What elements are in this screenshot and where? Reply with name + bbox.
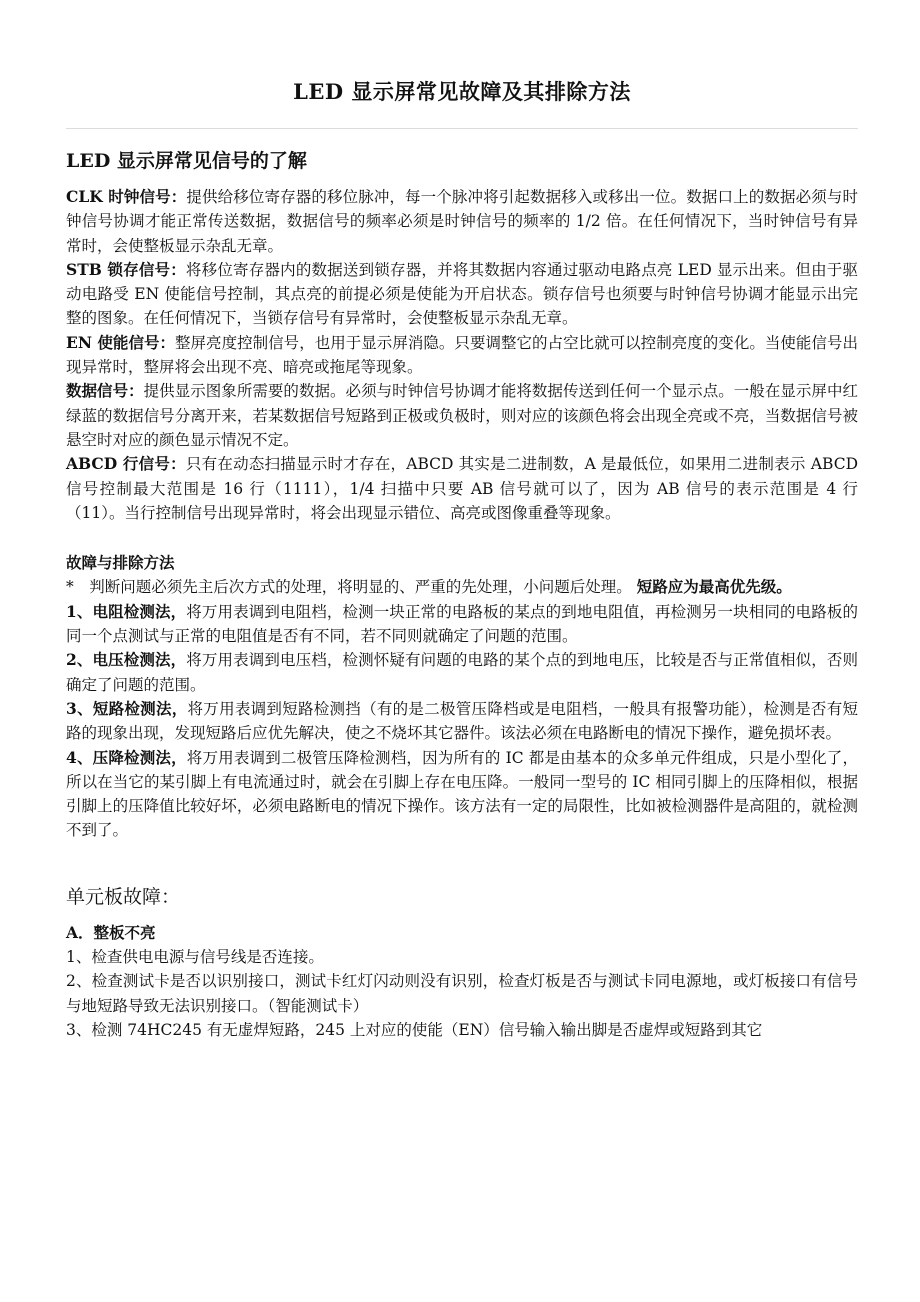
method-paragraph-voltage-drop — [66, 746, 858, 843]
signal-text: 整屏亮度控制信号，也用于显示屏消隐。只要调整它的占空比就可以控制亮度的变化。当使能信号出现异常时，整屏将会出现不亮、暗亮或拖尾等现象。 — [66, 333, 858, 377]
method-text: 将万用表调到电压档，检测怀疑有问题的电路的某个点的到地电压，比较是否与正常值相似，否则确定了问题的范围。 — [66, 651, 858, 694]
document-page — [66, 0, 858, 1042]
signal-paragraph-clk — [66, 185, 858, 258]
section-heading-unit-board: 单元板故障： — [66, 885, 181, 908]
fault-subheading-board-dark: A．整板不亮 — [66, 922, 156, 942]
signal-paragraph-data — [66, 379, 858, 452]
priority-note-emphasis: 短路应为最高优先级。 — [636, 577, 792, 597]
method-term: 1、电阻检测法， — [66, 601, 187, 621]
signal-text: 只有在动态扫描显示时才存在，ABCD 其实是二进制数，A 是最低位，如果用二进制表示 ABCD 信号控制最大范围是 16 行（1111），1/4 扫描中只要 AB 信号就可以了，因为 AB 信号的表示范围是 4 行（11）。当行控制信号出现异常时，将会出现显示错位、高亮或图像重叠等现象。 — [66, 455, 858, 522]
method-paragraph-voltage — [66, 648, 858, 697]
priority-note-text: * 判断问题必须先主后次方式的处理，将明显的、严重的先处理，小问题后处理。 — [66, 578, 632, 597]
method-term: 4、压降检测法， — [66, 747, 187, 767]
signal-text: 提供显示图象所需要的数据。必须与时钟信号协调才能将数据传送到任何一个显示点。一般在显示屏中红绿蓝的数据信号分离开来，若某数据信号短路到正极或负极时，则对应的该颜色将会出现全亮或不亮，当数据信号被悬空时对应的颜色显示情况不定。 — [66, 382, 858, 449]
signal-term: CLK 时钟信号： — [66, 187, 187, 206]
method-paragraph-resistance — [66, 600, 858, 649]
method-text: 将万用表调到电阻档，检测一块正常的电路板的某点的到地电阻值，再检测另一块相同的电路板的同一个点测试与正常的电阻值是否有不同，若不同则就确定了问题的范围。 — [66, 602, 858, 646]
title-divider — [66, 128, 858, 129]
signal-term: EN 使能信号： — [66, 332, 176, 352]
method-text: 将万用表调到短路检测挡（有的是二极管压降档或是电阻档，一般具有报警功能），检测是否有短路的现象出现，发现短路后应优先解决，使之不烧坏其它器件。该法必须在电路断电的情况下操作，避免损坏表。 — [66, 699, 858, 743]
signal-text: 将移位寄存器内的数据送到锁存器，并将其数据内容通过驱动电路点亮 LED 显示出来。但由于驱动电路受 EN 使能信号控制，其点亮的前提必须是使能为开启状态。锁存信号也须要与时钟信号协调才能显示出完整的图象。在任何情况下，当锁存信号有异常时，会使整板显示杂乱无章。 — [66, 260, 858, 328]
signal-paragraph-abcd — [66, 452, 858, 525]
signal-paragraph-en — [66, 331, 858, 380]
signal-paragraph-stb — [66, 258, 858, 331]
method-term: 3、短路检测法， — [66, 698, 188, 718]
check-step: 2、检查测试卡是否以识别接口，测试卡红灯闪动则没有识别，检查灯板是否与测试卡同电源地，或灯板接口有信号与地短路导致无法识别接口。（智能测试卡） — [66, 972, 858, 1015]
check-step: 1、检查供电电源与信号线是否连接。 — [66, 948, 324, 967]
method-term: 2、电压检测法， — [66, 650, 187, 670]
section-heading-troubleshooting: 故障与排除方法 — [66, 553, 175, 573]
method-text: 将万用表调到二极管压降检测档，因为所有的 IC 都是由基本的众多单元件组成，只是小型化了，所以在当它的某引脚上有电流通过时，就会在引脚上存在电压降。一般同一型号的 IC 相同引脚上的压降相似，根据引脚上的压降值比较好坏，必须电路断电的情况下操作。该方法有一定的局限性，比如被检测器件是高阻的，就检测不到了。 — [66, 748, 858, 840]
signal-term: ABCD 行信号： — [66, 454, 186, 474]
section-heading-signals: LED 显示屏常见信号的了解 — [66, 150, 307, 172]
signal-term: STB 锁存信号： — [66, 259, 186, 279]
signal-term: 数据信号： — [66, 381, 144, 401]
signal-text: 提供给移位寄存器的移位脉冲，每一个脉冲将引起数据移入或移出一位。数据口上的数据必须与时钟信号协调才能正常传送数据，数据信号的频率必须是时钟信号的频率的 1/2 倍。在任何情况下，当时钟信号有异常时，会使整板显示杂乱无章。 — [66, 188, 858, 255]
check-step: 3、检测 74HC245 有无虚焊短路，245 上对应的使能（EN）信号输入输出脚是否虚焊或短路到其它 — [66, 1020, 763, 1039]
document-title: LED 显示屏常见故障及其排除方法 — [293, 79, 631, 104]
method-paragraph-short-circuit — [66, 697, 858, 746]
priority-note — [66, 575, 858, 599]
